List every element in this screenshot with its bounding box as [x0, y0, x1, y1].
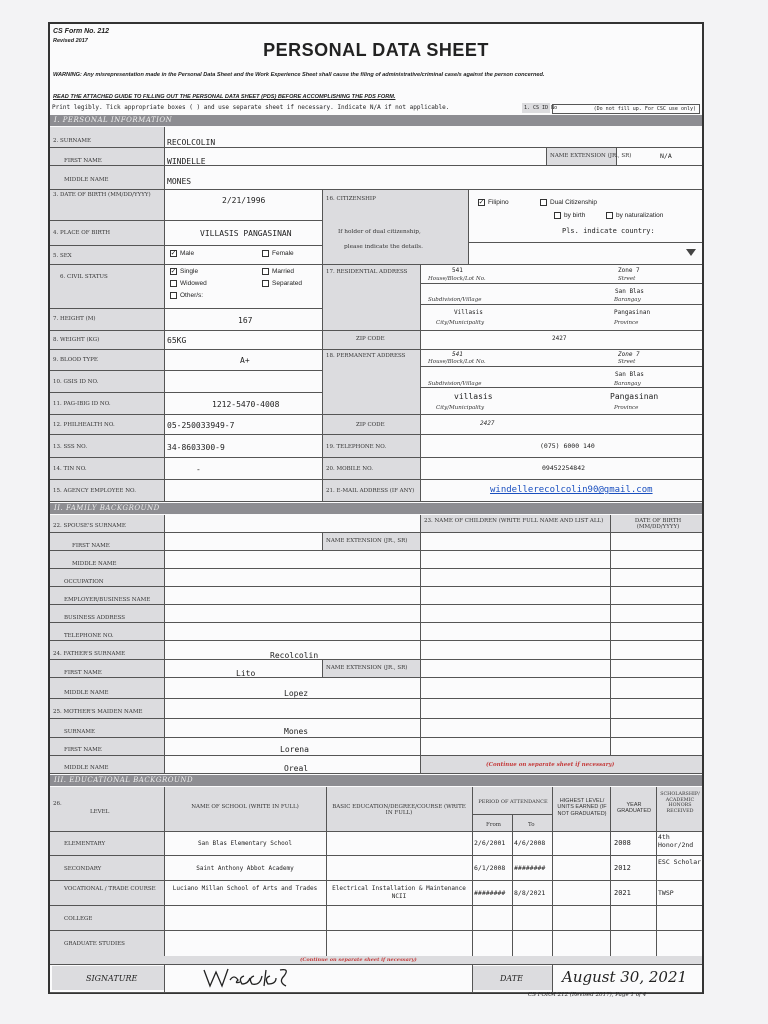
tin-label: 14. TIN NO. — [53, 466, 87, 472]
philhealth-field[interactable]: 05-250033949-7 — [167, 421, 235, 430]
pob-label: 4. PLACE OF BIRTH — [53, 230, 111, 236]
father-middle-name-label: MIDDLE NAME — [64, 690, 109, 696]
perm-zip-label: ZIP CODE — [356, 422, 385, 428]
civil-status-label: 6. CIVIL STATUS — [60, 274, 108, 280]
res-province-field[interactable]: Pangasinan — [614, 309, 651, 316]
perm-barangay-sublabel: Barangay — [614, 381, 641, 387]
mother-middle-name-label: MIDDLE NAME — [64, 765, 109, 771]
sex-male-option[interactable]: ✓ Male — [170, 250, 195, 257]
name-ext-field[interactable]: N/A — [660, 152, 672, 160]
edu-honors-header: SCHOLARSHIP/ ACADEMIC HONORS RECEIVED — [660, 792, 700, 814]
email-field[interactable]: windellerecolcolin90@gmail.com — [490, 485, 653, 495]
business-address-label: BUSINESS ADDRESS — [64, 615, 126, 621]
civil-single-option[interactable]: ✓ Single — [170, 268, 199, 275]
date-field[interactable]: August 30, 2021 — [562, 968, 688, 986]
check-icon[interactable]: ✓ — [478, 199, 485, 206]
pds-sheet — [48, 22, 704, 994]
first-name-label: FIRST NAME — [64, 158, 102, 164]
edu-row-level: COLLEGE — [64, 916, 93, 922]
sex-label: 5. SEX — [53, 253, 72, 259]
spouse-middle-name-label: MIDDLE NAME — [72, 561, 117, 567]
chevron-down-icon[interactable] — [686, 249, 696, 256]
form-number: CS Form No. 212 — [53, 28, 110, 35]
father-middle-name-field[interactable]: Lopez — [284, 689, 309, 698]
weight-field[interactable]: 65KG — [167, 336, 187, 345]
edu-row-level: SECONDARY — [64, 866, 102, 872]
read-guide-text: READ THE ATTACHED GUIDE TO FILLING OUT THE PERSONAL DATA SHEET (PDS) BEFORE ACCOMPLISHING THE PDS FORM. — [53, 94, 396, 100]
res-city-field[interactable]: Villasis — [454, 309, 483, 316]
perm-city-field[interactable]: villasis — [454, 392, 493, 401]
children-label: 23. NAME OF CHILDREN (WRITE FULL NAME AND LIST ALL) — [424, 518, 604, 524]
edu-school-header: NAME OF SCHOOL (WRITE IN FULL) — [191, 804, 299, 810]
perm-subdivision-sublabel: Subdivision/Village — [428, 381, 482, 387]
father-name-ext-label: NAME EXTENSION (JR., SR) — [326, 665, 408, 671]
father-surname-label: 24. FATHER'S SURNAME — [53, 651, 126, 657]
perm-house-sublabel: House/Block/Lot No. — [428, 359, 486, 365]
civil-other-option[interactable]: Other/s: — [170, 292, 203, 299]
perm-city-sublabel: City/Municipality — [436, 405, 485, 411]
edu-row-year[interactable]: 2012 — [614, 864, 631, 872]
perm-province-field[interactable]: Pangasinan — [610, 392, 659, 401]
edu-row-school[interactable]: San Blas Elementary School — [198, 840, 292, 847]
form-footer: CS FORM 212 (Revised 2017), Page 1 of 4 — [528, 992, 647, 998]
tin-field[interactable]: - — [196, 465, 201, 474]
res-barangay-sublabel: Barangay — [614, 297, 641, 303]
citizenship-note-2: please indicate the details. — [344, 244, 423, 250]
cs-id-field[interactable]: (Do not fill up. For CSC use only) — [552, 104, 700, 114]
name-ext-label: NAME EXTENSION (JR., SR) — [550, 153, 632, 159]
res-province-sublabel: Province — [614, 320, 639, 326]
edu-row-year[interactable]: 2008 — [614, 839, 631, 847]
checkbox-icon[interactable] — [262, 280, 269, 287]
citizenship-naturalization-option[interactable]: by naturalization — [606, 212, 663, 219]
employer-label: EMPLOYER/BUSINESS NAME — [64, 597, 151, 603]
pob-field[interactable]: VILLASIS PANGASINAN — [200, 229, 292, 238]
spouse-first-name-label: FIRST NAME — [72, 543, 110, 549]
edu-row-level: GRADUATE STUDIES — [64, 941, 125, 947]
sex-female-option[interactable]: Female — [262, 250, 294, 257]
citizenship-dual-option[interactable]: Dual Citizenship — [540, 199, 597, 206]
checkbox-icon[interactable] — [262, 268, 269, 275]
spouse-surname-label: 22. SPOUSE'S SURNAME — [53, 523, 126, 529]
edu-row-to[interactable]: 8/8/2021 — [514, 889, 546, 897]
dob-label: 3. DATE OF BIRTH (MM/DD/YYYY) — [53, 192, 151, 198]
res-street-sublabel: Street — [618, 276, 636, 282]
blood-type-label: 9. BLOOD TYPE — [53, 357, 98, 363]
civil-separated-option[interactable]: Separated — [262, 280, 302, 287]
perm-street-field[interactable]: Zone 7 — [618, 351, 640, 358]
edu-row-course[interactable]: Electrical Installation & Maintenance NCII — [332, 885, 466, 900]
check-icon[interactable]: ✓ — [170, 268, 177, 275]
surname-label: 2. SURNAME — [53, 138, 91, 144]
email-label: 21. E-MAIL ADDRESS (IF ANY) — [326, 488, 415, 494]
edu-row-level: ELEMENTARY — [64, 841, 106, 847]
spouse-name-ext-label: NAME EXTENSION (JR., SR) — [326, 538, 408, 544]
pagibig-field[interactable]: 1212-5470-4008 — [212, 400, 280, 409]
edu-row-honors[interactable]: 4th Honor/2nd — [658, 833, 694, 850]
education-continue-note: (Continue on separate sheet if necessary) — [300, 957, 417, 963]
res-street-field[interactable]: Zone 7 — [618, 267, 640, 274]
civil-widowed-option[interactable]: Widowed — [170, 280, 207, 287]
date-label: DATE — [500, 974, 523, 983]
spouse-telephone-label: TELEPHONE NO. — [64, 633, 114, 639]
res-house-sublabel: House/Block/Lot No. — [428, 276, 486, 282]
citizenship-country-label: Pls. indicate country: — [562, 227, 655, 235]
form-revised: Revised 2017 — [53, 38, 88, 44]
telephone-label: 19. TELEPHONE NO. — [326, 444, 387, 450]
permanent-address-label: 18. PERMANENT ADDRESS — [326, 353, 406, 359]
middle-name-field[interactable]: MONES — [167, 177, 192, 186]
print-instructions: Print legibly. Tick appropriate boxes ( ) and use separate sheet if necessary. Indicate N/A if not applicable. — [52, 104, 450, 111]
first-name-field[interactable]: WINDELLE — [167, 157, 206, 166]
warning-text: WARNING: Any misrepresentation made in the Personal Data Sheet and the Work Experience Sheet shall cause the filing of administrative/criminal case/s against the person concerned. — [53, 72, 545, 78]
blood-type-field[interactable]: A+ — [240, 356, 250, 365]
mother-surname-field[interactable]: Mones — [284, 727, 309, 736]
sss-field[interactable]: 34-8603300-9 — [167, 443, 225, 452]
mother-surname-label: SURNAME — [64, 729, 95, 735]
checkbox-icon[interactable] — [262, 250, 269, 257]
telephone-field[interactable]: (075) 6000 140 — [540, 442, 595, 450]
pagibig-label: 11. PAG-IBIG ID NO. — [53, 401, 111, 407]
citizenship-by-birth-option[interactable]: by birth — [554, 212, 585, 219]
residential-address-label: 17. RESIDENTIAL ADDRESS — [326, 269, 408, 275]
section-family-background: II. FAMILY BACKGROUND — [50, 503, 702, 514]
section-educational-background: III. EDUCATIONAL BACKGROUND — [50, 775, 702, 786]
philhealth-label: 12. PHILHEALTH NO. — [53, 422, 115, 428]
surname-field[interactable]: RECOLCOLIN — [167, 138, 216, 147]
sss-label: 13. SSS NO. — [53, 444, 88, 450]
edu-row-school[interactable]: Saint Anthony Abbot Academy — [196, 865, 294, 872]
res-city-sublabel: City/Municipality — [436, 320, 485, 326]
mobile-field[interactable]: 09452254842 — [542, 464, 586, 472]
mobile-label: 20. MOBILE NO. — [326, 466, 374, 472]
edu-year-header: YEAR GRADUATED — [616, 802, 652, 815]
father-surname-field[interactable]: Recolcolin — [270, 651, 319, 660]
citizenship-note: If holder of dual citizenship, — [338, 229, 421, 235]
edu-level-header: LEVEL — [90, 809, 110, 815]
country-select[interactable] — [468, 243, 702, 264]
civil-married-option[interactable]: Married — [262, 268, 294, 275]
check-icon[interactable]: ✓ — [170, 250, 177, 257]
edu-row-honors[interactable]: TWSP — [658, 889, 674, 897]
checkbox-icon[interactable] — [170, 292, 177, 299]
checkbox-icon[interactable] — [170, 280, 177, 287]
checkbox-icon[interactable] — [606, 212, 613, 219]
edu-row-from[interactable]: 2/6/2001 — [474, 839, 506, 847]
father-first-name-label: FIRST NAME — [64, 670, 102, 676]
signature-label: SIGNATURE — [86, 974, 138, 983]
mother-maiden-label: 25. MOTHER'S MAIDEN NAME — [53, 709, 143, 715]
edu-to-header: To — [528, 822, 535, 828]
checkbox-icon[interactable] — [540, 199, 547, 206]
citizenship-filipino-option[interactable]: ✓ Filipino — [478, 199, 509, 206]
height-label: 7. HEIGHT (M) — [53, 316, 96, 322]
edu-row-level: VOCATIONAL / TRADE COURSE — [64, 886, 156, 892]
mother-first-name-label: FIRST NAME — [64, 747, 102, 753]
page-title: PERSONAL DATA SHEET — [263, 40, 489, 60]
citizenship-label: 16. CITIZENSHIP — [326, 196, 376, 202]
res-subdivision-sublabel: Subdivision/Village — [428, 297, 482, 303]
perm-zip-field[interactable]: 2427 — [480, 420, 495, 427]
res-zip-label: ZIP CODE — [356, 336, 385, 342]
mother-middle-name-field[interactable]: Oreal — [284, 764, 309, 773]
edu-row-year[interactable]: 2021 — [614, 889, 631, 897]
edu-row-from[interactable]: 6/1/2008 — [474, 864, 506, 872]
middle-name-label: MIDDLE NAME — [64, 177, 109, 183]
edu-period-header: PERIOD OF ATTENDANCE — [478, 799, 548, 805]
perm-barangay-field[interactable]: San Blas — [615, 371, 644, 378]
edu-highest-header: HIGHEST LEVEL/ UNITS EARNED (IF NOT GRADUATED) — [557, 798, 607, 817]
edu-level-number: 26. — [53, 801, 62, 807]
edu-row-honors[interactable]: ESC Scholar — [658, 858, 702, 866]
family-continue-note: (Continue on separate sheet if necessary) — [486, 762, 615, 768]
edu-row-school[interactable]: Luciano Millan School of Arts and Trades — [172, 885, 318, 892]
edu-course-header: BASIC EDUCATION/DEGREE/COURSE (WRITE IN FULL) — [332, 804, 466, 817]
cs-id-label: 1. CS ID No — [524, 105, 558, 111]
father-first-name-field[interactable]: Lito — [236, 669, 256, 678]
perm-house-field[interactable]: 541 — [452, 351, 463, 358]
children-dob-label: DATE OF BIRTH (MM/DD/YYYY) — [634, 518, 682, 531]
agency-employee-label: 15. AGENCY EMPLOYEE NO. — [53, 488, 136, 494]
perm-province-sublabel: Province — [614, 405, 639, 411]
height-field[interactable]: 167 — [238, 316, 253, 325]
res-house-field[interactable]: 541 — [452, 267, 463, 274]
res-zip-field[interactable]: 2427 — [552, 335, 567, 342]
edu-row-to[interactable]: 4/6/2008 — [514, 839, 546, 847]
handwritten-signature — [200, 966, 320, 990]
weight-label: 8. WEIGHT (KG) — [53, 337, 100, 343]
perm-street-sublabel: Street — [618, 359, 636, 365]
signature-field[interactable] — [200, 966, 320, 990]
section-personal-information: I. PERSONAL INFORMATION — [50, 115, 702, 126]
mother-first-name-field[interactable]: Lorena — [280, 745, 309, 754]
res-barangay-field[interactable]: San Blas — [615, 288, 644, 295]
occupation-label: OCCUPATION — [64, 579, 104, 585]
edu-row-to[interactable]: ######## — [514, 864, 546, 872]
checkbox-icon[interactable] — [554, 212, 561, 219]
dob-field[interactable]: 2/21/1996 — [222, 196, 266, 205]
edu-row-from[interactable]: ######## — [474, 889, 506, 897]
gsis-label: 10. GSIS ID NO. — [53, 379, 99, 385]
edu-from-header: From — [486, 822, 501, 828]
